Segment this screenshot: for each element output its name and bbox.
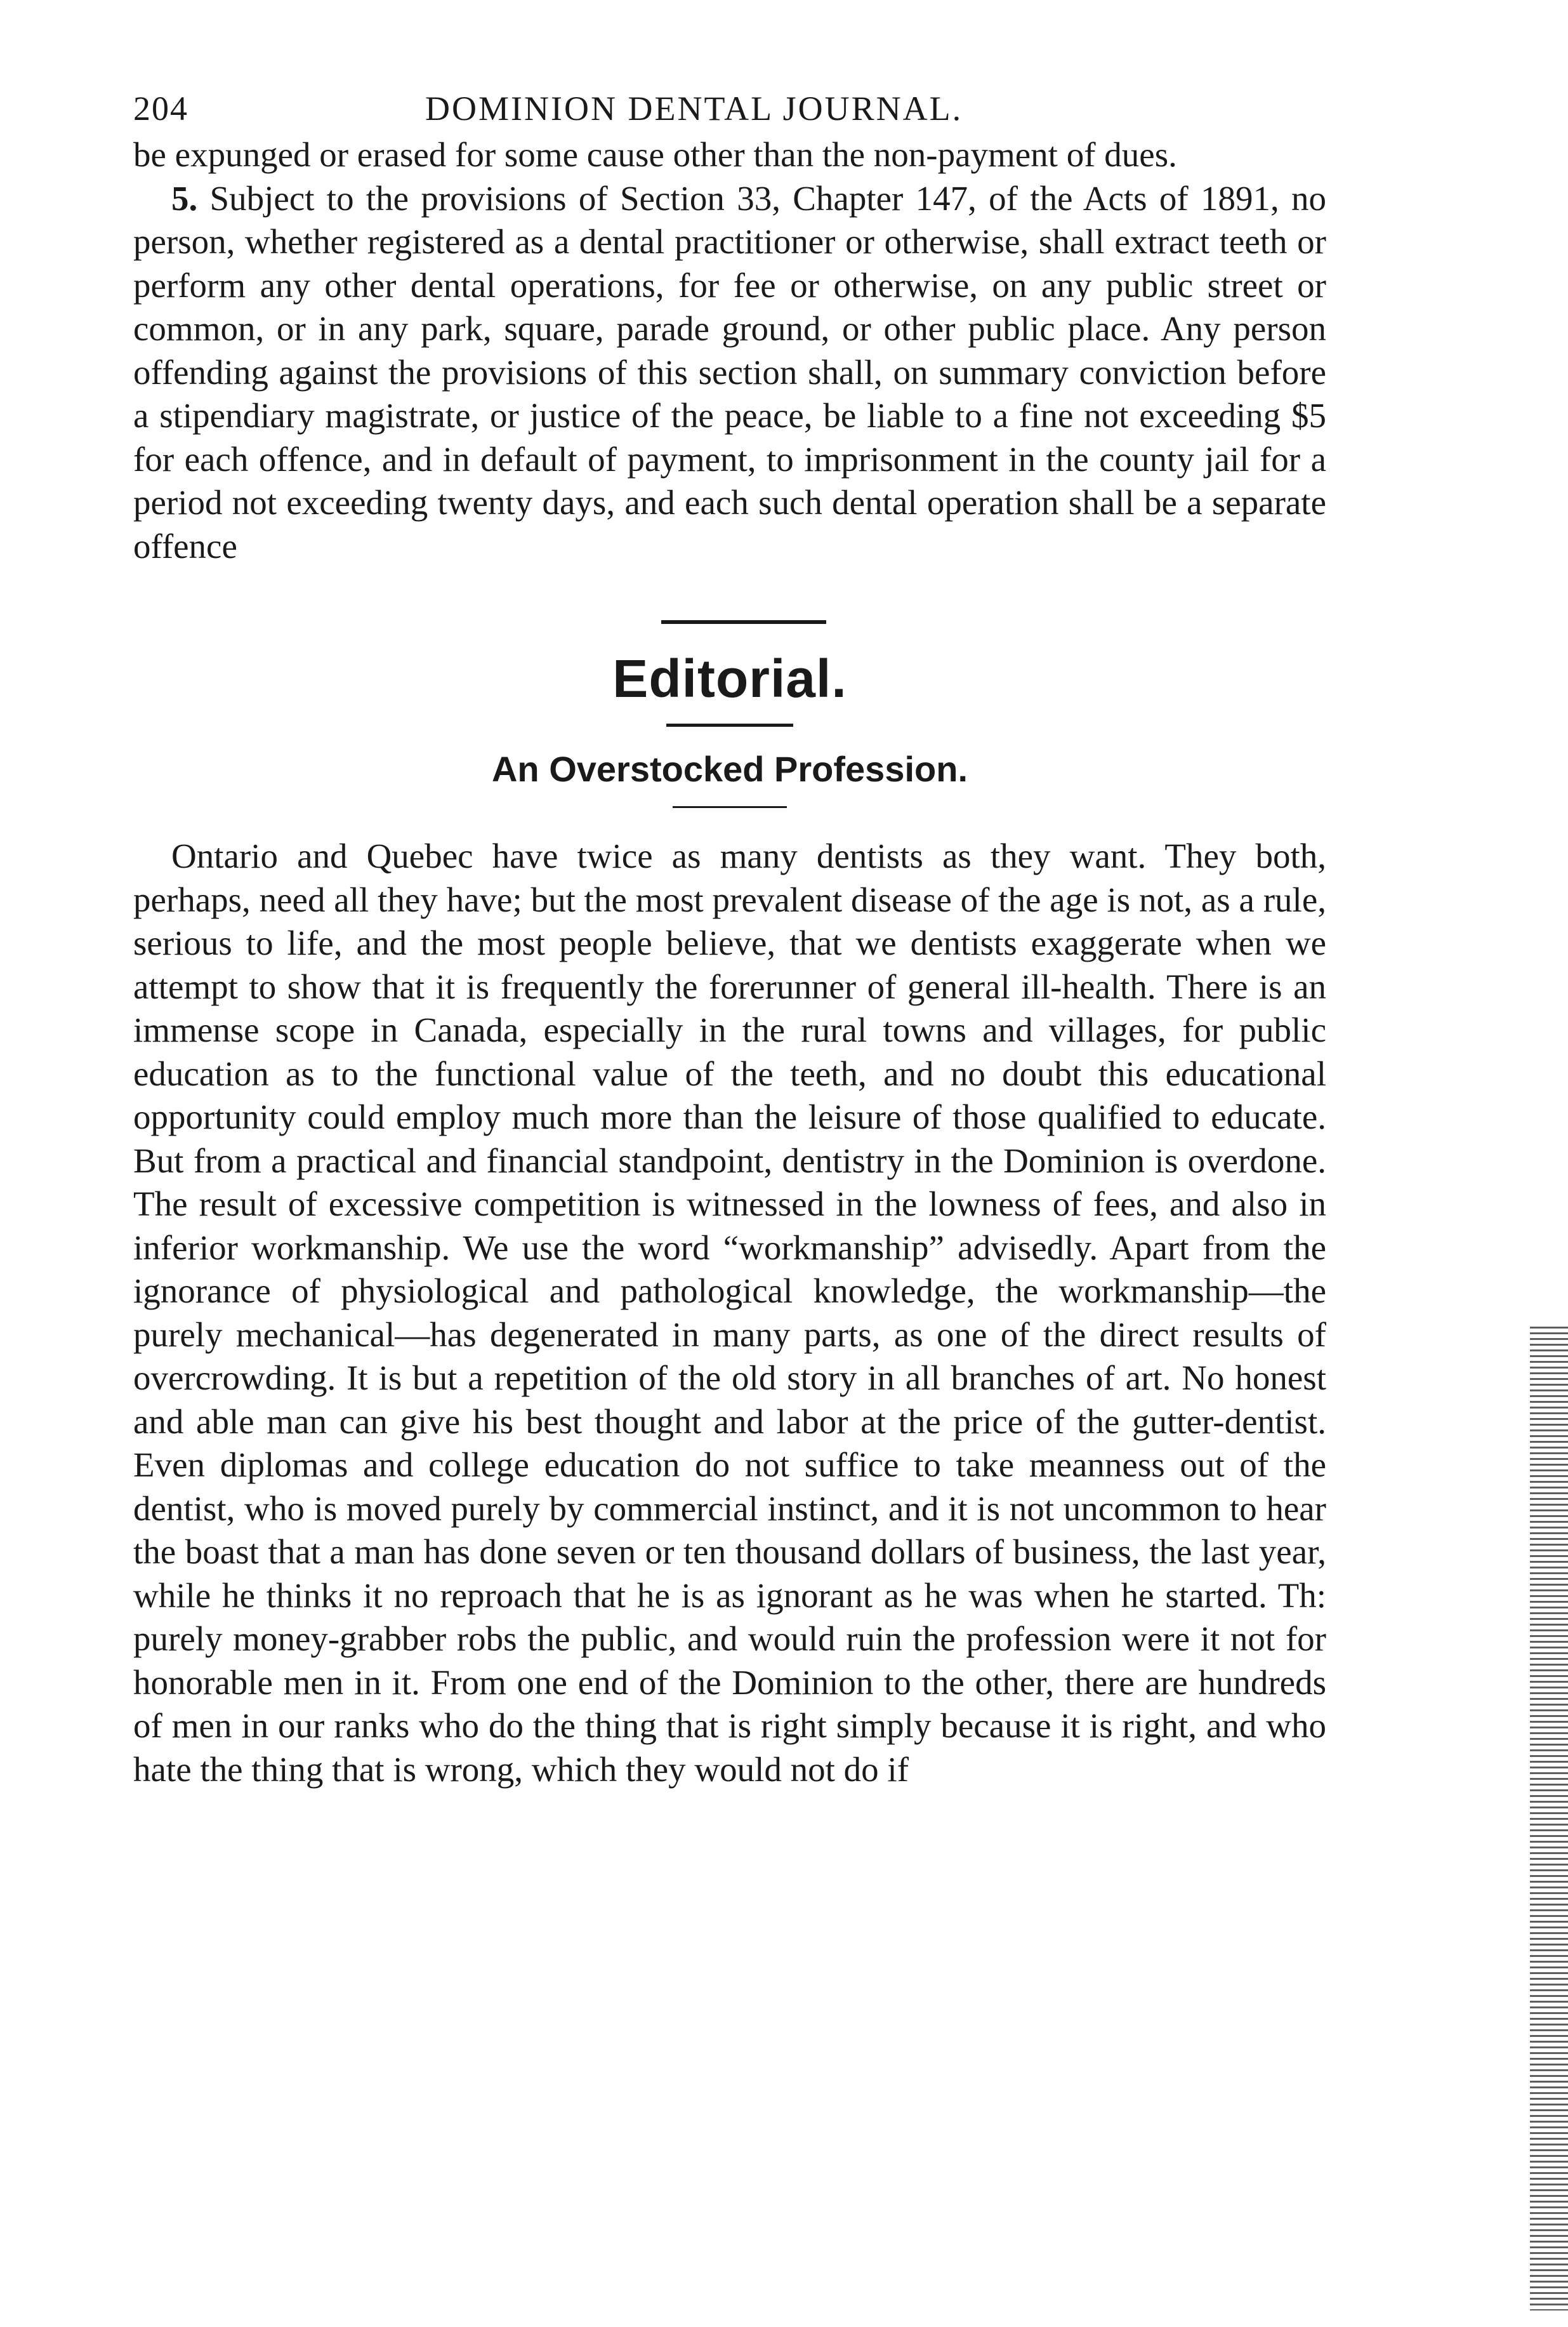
article-title: An Overstocked Profession.: [491, 749, 968, 789]
continued-paragraph: be expunged or erased for some cause other than the non-payment of dues.: [133, 135, 1177, 174]
editorial-heading: Editorial.: [612, 649, 847, 708]
running-head: [133, 89, 1326, 133]
section-number: 5.: [171, 178, 198, 218]
section-5-paragraph: [133, 177, 1326, 569]
section-divider-rule: [661, 620, 826, 624]
journal-page: [133, 89, 1326, 1791]
page-number: 204: [133, 90, 188, 128]
journal-title: DOMINION DENTAL JOURNAL.: [425, 90, 963, 128]
editorial-text: [133, 835, 1326, 1791]
binding-edge-shadow: [1530, 1327, 1568, 2310]
heading-divider-rule: [666, 724, 793, 727]
section-5-text: Subject to the provisions of Section 33, Chapter 147, of the Acts of 1891, no person, whether registered as a dental practitioner or otherwise, shall extract teeth or perform any other dental operations, for fee or otherwise, on any public street or common, or in any park, square, parade ground, or other public place. Any person offending against the provisions of this section shall, on summary conviction before a stipendiary magistrate, or justice of the peace, be liable to a fine not exceeding $5 for each offence, and in default of payment, to imprisonment in the county jail for a period not exceeding twenty days, and each such dental operation shall be a separate offence: [133, 178, 1326, 566]
statute-text: [133, 133, 1326, 568]
editorial-paragraph: Ontario and Quebec have twice as many dentists as they want. They both, perhaps, need all they have; but the most prevalent disease of the age is not, as a rule, serious to life, and the most people believe, that we dentists exaggerate when we attempt to show that it is frequently the forerunner of general ill-health. There is an immense scope in Canada, especially in the rural towns and villages, for public education as to the functional value of the teeth, and no doubt this educational opportunity could employ much more than the leisure of those qualified to educate. But from a practical and financial standpoint, dentistry in the Dominion is overdone. The result of excessive competition is witnessed in the lowness of fees, and also in inferior workmanship. We use the word “workmanship” advisedly. Apart from the ignorance of physiological and pathological knowledge, the workmanship—the purely mechanical—has degenerated in many parts, as one of the direct results of overcrowding. It is but a repetition of the old story in all branches of art. No honest and able man can give his best thought and labor at the price of the gutter-dentist. Even diplomas and college education do not suffice to take meanness out of the dentist, who is moved purely by commercial instinct, and it is not uncommon to hear the boast that a man has done seven or ten thousand dollars of business, the last year, while he thinks it no reproach that he is as ignorant as he was when he started. Th: purely money-grabber robs the public, and would ruin the profession were it not for honorable men in it. From one end of the Dominion to the other, there are hundreds of men in our ranks who do the thing that is right simply because it is right, and who hate the thing that is wrong, which they would not do if: [133, 837, 1326, 1789]
title-divider-rule: [673, 806, 787, 808]
